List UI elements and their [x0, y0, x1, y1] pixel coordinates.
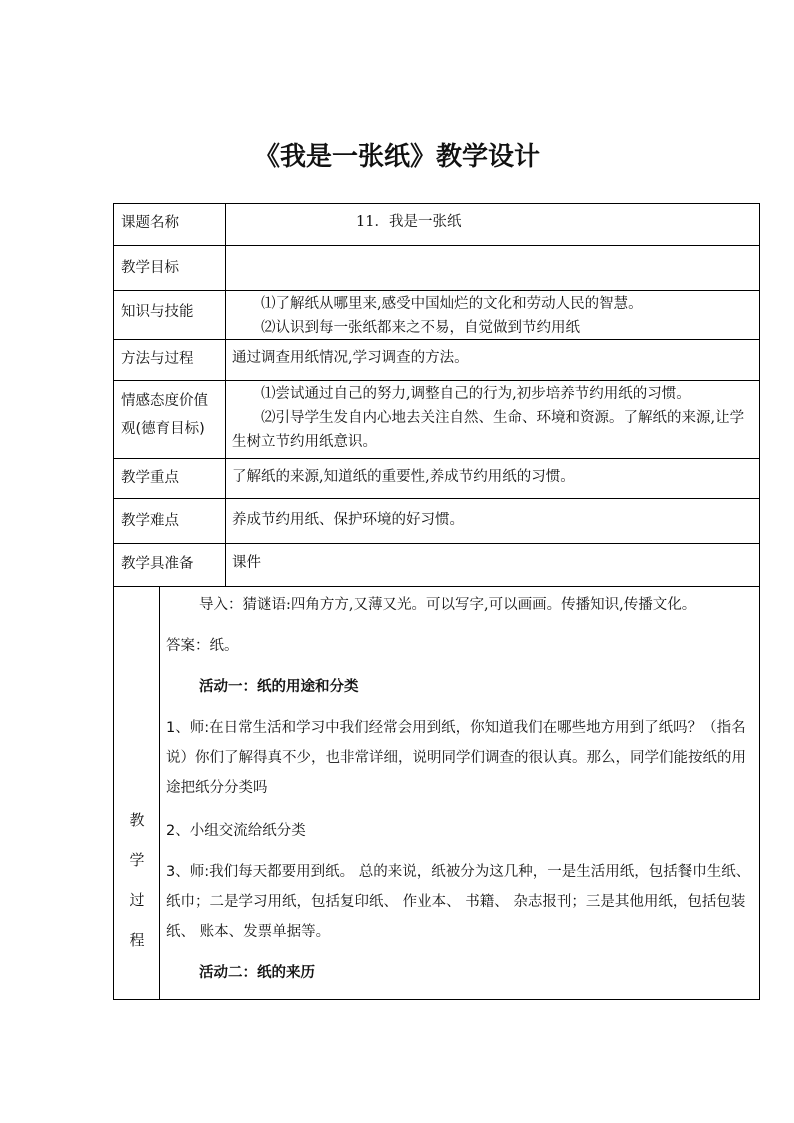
process-label-char: 教 [129, 811, 145, 829]
table-row-topic [114, 204, 759, 246]
knowledge-line-1: ⑴了解纸从哪里来,感受中国灿烂的文化和劳动人民的智慧。 [261, 296, 643, 312]
process-label-char: 程 [129, 931, 145, 949]
row-label: 教学重点 [114, 459, 226, 498]
intro-paragraph: 导入：猜谜语:四角方方,又薄又光。可以写字,可以画画。传播知识,传播文化。 [199, 597, 697, 613]
activity-one-heading: 活动一：纸的用途和分类 [199, 679, 359, 695]
row-label: 课题名称 [114, 204, 226, 245]
step-three-paragraph: 3、师:我们每天都要用到纸。 总的来说，纸被分为这几种，一是生活用纸，包括餐巾生纸、 纸巾；二是学习用纸，包括复印纸、 作业本、 书籍、 杂志报刊；三是其他用纸，包括包装纸、 账本、发票单据等。 [166, 864, 751, 940]
row-value: 了解纸的来源,知道纸的重要性,养成节约用纸的习惯。 [232, 469, 575, 485]
row-label: 教学目标 [114, 246, 226, 290]
row-label: 教学难点 [114, 499, 226, 543]
row-value: 养成节约用纸、保护环境的好习惯。 [232, 512, 464, 528]
row-label [114, 381, 226, 458]
teaching-process [114, 587, 759, 999]
process-content [160, 587, 759, 999]
table-row-attitude [114, 381, 759, 459]
step-one-paragraph: 1、师:在日常生活和学习中我们经常会用到纸，你知道我们在哪些地方用到了纸吗？（指名说）你们了解得真不少，也非常详细，说明同学们调查的很认真。那么，同学们能按纸的用途把纸分分类吗 [166, 720, 746, 796]
table-row-key-points [114, 459, 759, 499]
process-label-char: 学 [129, 851, 145, 869]
table-row-method [114, 340, 759, 381]
row-value [226, 204, 759, 245]
row-value [226, 291, 759, 339]
knowledge-line-2: ⑵认识到每一张纸都来之不易，自觉做到节约用纸 [261, 320, 580, 336]
table-row-materials [114, 544, 759, 587]
attitude-line-1: ⑴尝试通过自己的努力,调整自己的行为,初步培养节约用纸的习惯。 [261, 386, 691, 402]
topic-value: 11．我是一张纸 [356, 214, 462, 230]
activity-two-heading: 活动二：纸的来历 [199, 965, 315, 981]
process-label-char: 过 [129, 891, 145, 909]
process-label [114, 587, 160, 999]
table-row-knowledge [114, 291, 759, 340]
table-row-goals [114, 246, 759, 291]
row-label: 知识与技能 [114, 291, 226, 339]
attitude-label-line-1: 情感态度价值 [121, 393, 208, 409]
lesson-plan-table [113, 203, 760, 1000]
attitude-line-2: ⑵引导学生发自内心地去关注自然、生命、环境和资源。了解纸的来源,让学生树立节约用纸意识。 [232, 410, 745, 450]
answer-paragraph: 答案：纸。 [166, 638, 239, 654]
row-label: 教学具准备 [114, 544, 226, 586]
table-row-difficulties [114, 499, 759, 544]
row-value [226, 246, 759, 290]
document-title: 《我是一张纸》教学设计 [253, 142, 540, 172]
attitude-label-line-2: 观(德育目标) [121, 421, 205, 437]
row-value: 通过调查用纸情况,学习调查的方法。 [232, 350, 469, 366]
step-two-paragraph: 2、小组交流给纸分类 [166, 823, 306, 839]
row-label: 方法与过程 [114, 340, 226, 380]
row-value: 课件 [232, 555, 261, 571]
row-value [226, 381, 759, 458]
